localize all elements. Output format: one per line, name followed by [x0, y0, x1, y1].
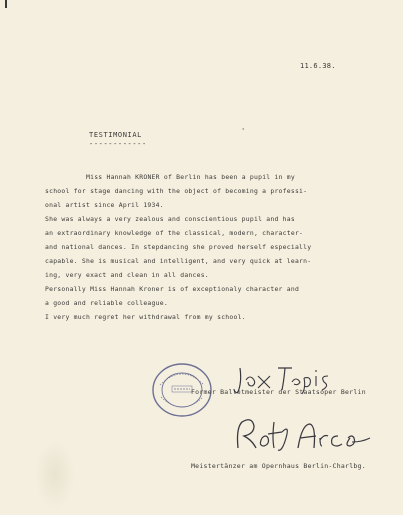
closing-title: Former Balletmeister der Staatsoper Berlin: [191, 388, 366, 396]
body-line: I very much regret her withdrawal from my school.: [45, 313, 246, 321]
body-line: She was always a very zealous and conscientious pupil and has: [45, 215, 295, 223]
body-line: onal artist since April 1934.: [45, 201, 164, 209]
body-line: and national dances. In stepdancing she proved herself especially: [45, 243, 312, 251]
body-line: capable. She is musical and intelligent, and very quick at learn-: [45, 257, 312, 265]
body-line: Personally Miss Hannah Kroner is of exceptionaly character and: [45, 285, 300, 293]
pencil-tick: ': [241, 127, 246, 135]
paper-stain: [35, 440, 75, 510]
heading-underline: ------------: [89, 140, 147, 148]
corner-mark: [5, 0, 7, 8]
letter-date: 11.6.38.: [300, 62, 336, 70]
body-line: Miss Hannah KRONER of Berlin has been a pupil in my: [86, 173, 295, 181]
signature-mark-2: [232, 418, 372, 452]
body-line: an extraordinary knowledge of the classical, modern, character-: [45, 229, 304, 237]
body-line: ing, very exact and clean in all dances.: [45, 271, 209, 279]
letter-heading: TESTIMONIAL: [89, 131, 142, 139]
body-line: a good and reliable colleague.: [45, 299, 168, 307]
closing-title-2: Meistertänzer am Opernhaus Berlin-Charlbg.: [191, 462, 366, 470]
body-line: school for stage dancing with the object of becoming a professi-: [45, 187, 308, 195]
